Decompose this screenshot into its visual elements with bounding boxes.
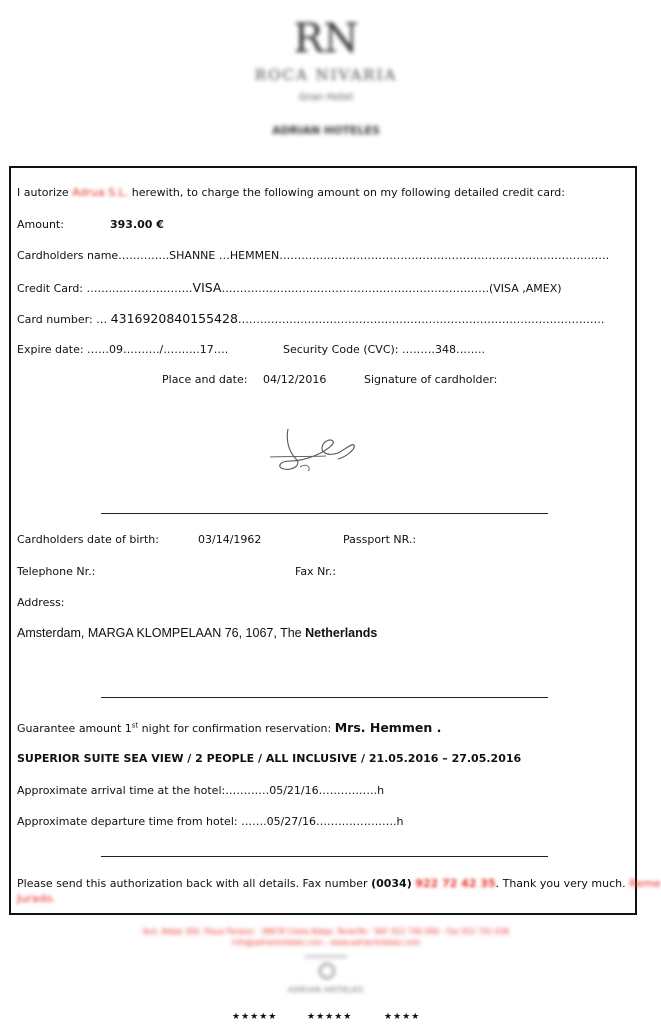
divider-1 [101,513,548,514]
fax-code: (0034) [371,877,412,890]
fax-number: 922 72 42 35 [415,877,496,890]
guarantee-prefix: Guarantee amount 1 [17,722,132,735]
card-number-suffix: ………………………………………………………………………………………. [237,313,605,326]
send-prefix: Please send this authorization back with all details. Fax number [17,877,368,890]
cardholder-signature [266,423,362,481]
place-date-label: Place and date: [162,373,248,386]
passport-label: Passport NR.: [343,533,417,546]
credit-card-suffix: ……………………………………………………………….(VISA ,AMEX) [221,282,562,295]
departure-line: Approximate departure time from hotel: …….05/27/16………………….h [17,815,404,828]
cardholder-name-line: Cardholders name…………..SHANNE …HEMMEN……………………………………………………………………………… [17,249,610,262]
hotel-name: ROCA NIVARIA [254,66,398,84]
hotel-subtitle: Gran Hotel [299,92,353,103]
signature-label: Signature of cardholder: [364,373,498,386]
divider-3 [101,856,548,857]
booking-line: SUPERIOR SUITE SEA VIEW / 2 PEOPLE / ALL INCLUSIVE / 21.05.2016 – 27.05.2016 [17,752,522,765]
card-number-prefix: Card number: … [17,313,108,326]
fax-label: Fax Nr.: [295,565,337,578]
cvc-line: Security Code (CVC): ………348…….. [283,343,485,356]
amount-label: Amount: [17,218,64,231]
footer-contact: info@adrianhoteles.com - www.adrianhoteles.com [231,938,421,947]
dob-label: Cardholders date of birth: [17,533,159,546]
send-line [17,877,661,890]
arrival-line: Approximate arrival time at the hotel:…………05/21/16…………….h [17,784,385,797]
guarantee-middle: night for confirmation reservation: [141,722,332,735]
authorize-line [17,186,565,199]
telephone-label: Telephone Nr.: [17,565,96,578]
send-suffix: . Thank you very much. [495,877,626,890]
card-number-line [17,311,604,326]
hotel-group-tag: ADRIAN HOTELES [272,124,380,137]
address-value-line [17,626,377,640]
brand-logo-icon [319,963,335,979]
authorize-suffix: herewith, to charge the following amount on my following detailed credit card: [131,186,565,199]
expire-date-line: Expire date: ……09………./……….17…. [17,343,229,356]
address-country: Netherlands [305,626,378,640]
svg-text:RN: RN [293,16,359,62]
contact-name-2: Jurado. [17,892,56,905]
address-label: Address: [17,596,65,609]
star-rating-1: ★★★★★ [232,1012,278,1022]
footer-brand: ADRIAN HOTELES [288,986,364,994]
guarantee-line [17,720,441,735]
credit-card-line [17,280,562,295]
dob-value: 03/14/1962 [198,533,262,546]
divider-2 [101,697,548,698]
guarantee-name: Mrs. Hemmen . [334,720,442,735]
contact-name: Reme [629,877,661,890]
guarantee-sup: st [131,721,139,730]
credit-card-type: VISA [192,280,222,295]
star-rating-2: ★★★★★ [307,1012,353,1022]
address-value: Amsterdam, MARGA KLOMPELAAN 76, 1067, The [17,626,302,640]
star-rating-3: ★★★★ [384,1012,421,1022]
credit-card-prefix: Credit Card: ……..………………… [17,282,193,295]
amount-value: 393.00 € [110,218,164,231]
card-number-value: 4316920840155428 [110,311,238,326]
hotel-logo-icon [293,14,359,62]
authorize-prefix: I autorize [17,186,69,199]
place-date-value: 04/12/2016 [263,373,327,386]
company-name: Adrua S.L. [72,186,129,199]
footer-divider [305,956,347,957]
footer-address: Avd. Adeje 300, Playa Paraiso - 38678 Costa Adeje, Tenerife - Telf: 922 740 000 - Fax 922 741 636 [142,927,510,936]
